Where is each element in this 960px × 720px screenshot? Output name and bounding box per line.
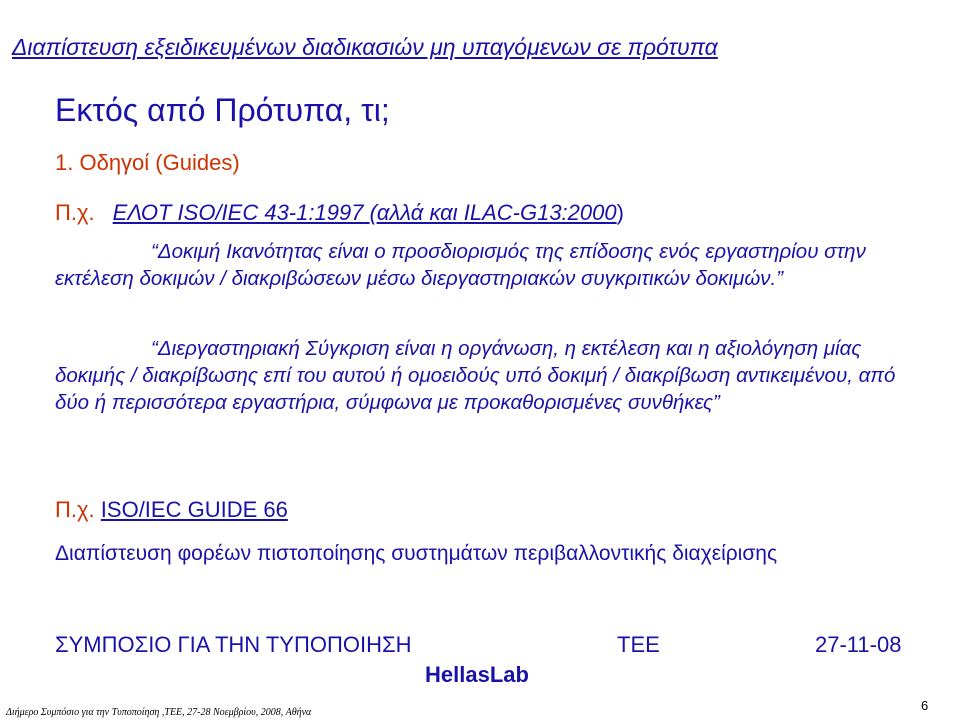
example-prefix: Π.χ. <box>55 497 95 522</box>
also-text: αλλά και <box>376 200 458 225</box>
slide-header: Διαπίστευση εξειδικευμένων διαδικασιών μη υπαγόμενων σε πρότυπα <box>12 34 718 60</box>
slide-heading: Εκτός από Πρότυπα, τι; <box>55 92 390 128</box>
iso-guide-66: ISO/IEC GUIDE 66 <box>100 497 288 522</box>
definition-text: “Διεργαστηριακή Σύγκριση είναι η οργάνωση, η εκτέλεση και η αξιολόγηση μίας δοκιμής / διακρίβωσης επί του αυτού ή ομοειδούς υπό δοκιμή / διακρίβωση αντικειμένου, από δύο ή περισσότερα εργαστήρια, σύμφωνα με προκαθορισμένες συνθήκες” <box>55 337 896 414</box>
footer-date: 27-11-08 <box>815 632 902 657</box>
proficiency-testing-definition <box>55 238 915 292</box>
footer-organization: HellasLab <box>425 662 529 687</box>
ilac-standard: ILAC-G13:2000 <box>463 200 617 225</box>
example-elot <box>55 200 624 226</box>
guides-item: 1. Οδηγοί (Guides) <box>55 150 240 175</box>
example-iso-guide <box>55 497 288 523</box>
footer-symposium: ΣΥΜΠΟΣΙΟ ΓΙΑ ΤΗΝ ΤΥΠΟΠΟΙΗΣΗ <box>55 632 412 657</box>
example-prefix: Π.χ. <box>55 200 95 225</box>
definition-text: “Δοκιμή Ικανότητας είναι ο προσδιορισμός της επίδοσης ενός εργαστηρίου στην εκτέλεση δοκιμών / διακριβώσεων μέσω διεργαστηριακών συγκριτικών δοκιμών.” <box>55 240 866 290</box>
page-number: 6 <box>921 698 929 713</box>
interlaboratory-comparison-definition <box>55 335 915 416</box>
elot-standard: ΕΛΟΤ ISO/IEC 43-1:1997 <box>112 200 364 225</box>
footer-tee: ΤΕΕ <box>617 632 660 657</box>
footnote: Διήμερο Συμπόσιο για την Τυποποίηση ,ΤΕΕ, 27-28 Νοεμβρίου, 2008, Αθήνα <box>6 707 312 718</box>
guide-description: Διαπίστευση φορέων πιστοποίησης συστημάτων περιβαλλοντικής διαχείρισης <box>55 542 778 565</box>
paren-close: ) <box>616 200 624 225</box>
paren-open: ( <box>369 200 377 225</box>
